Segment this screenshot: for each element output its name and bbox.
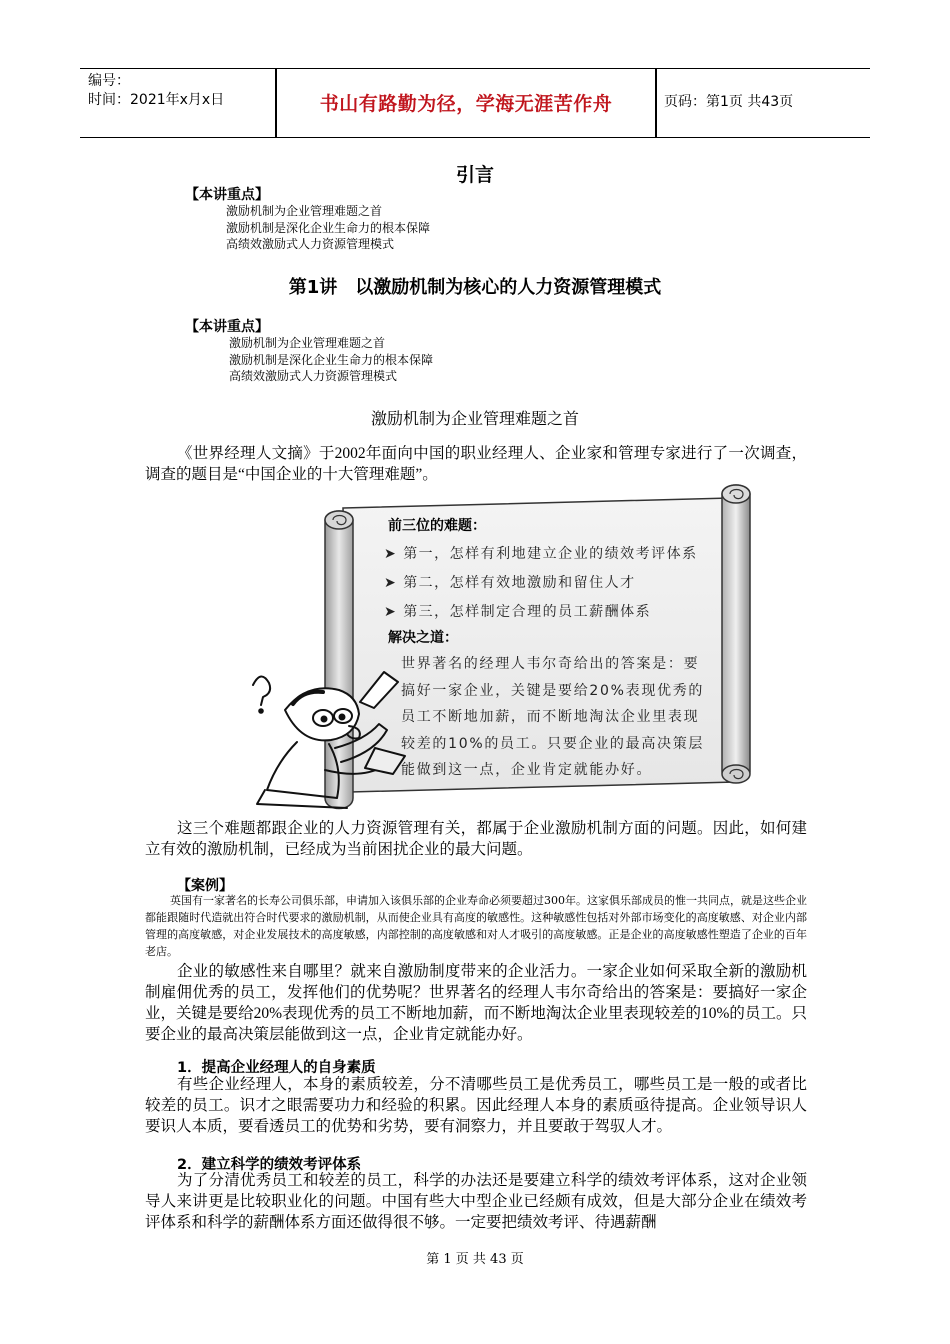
- arrow-bullet-icon: ➤: [384, 575, 404, 591]
- key-point: 高绩效激励式人力资源管理模式: [229, 369, 398, 383]
- solution-text: 世界著名的经理人韦尔奇给出的答案是：要 搞好一家企业，关键是要给20%表现优秀的 员工不断地加薪，而不断地淘汰企业里表现 较差的10%的员工。只要企业的最高决策层 能做到这一点，企业肯定就能办好。: [401, 656, 705, 778]
- arrow-bullet-icon: ➤: [384, 546, 404, 562]
- case-text: 英国有一家著名的长寿公司俱乐部，申请加入该俱乐部的企业寿命必须要超过300年。这家俱乐部成员的惟一共同点，就是这些企业都能跟随时代造就出符合时代要求的激励机制，从而使企业具有高度的敏感性。这种敏感性包括对外部市场变化的高度敏感、对企业内部管理的高度敏感，对企业发展技术的高度敏感，内部控制的高度敏感和对人才吸引的高度敏感。正是企业的高度敏感性塑造了企业的百年老店。: [145, 894, 807, 958]
- case-tag: 【案例】: [177, 878, 233, 894]
- key-point: 激励机制是深化企业生命力的根本保障: [229, 352, 434, 367]
- intro-key-points: [226, 203, 430, 253]
- section-title: 激励机制为企业管理难题之首: [370, 409, 579, 428]
- scroll-content: [384, 515, 748, 784]
- intro-title: 引言: [455, 164, 494, 186]
- page-footer: 第 1 页 共 43 页: [426, 1252, 524, 1267]
- header-motto: 书山有路勤为径，学海无涯苦作舟: [319, 92, 613, 115]
- doc-number-label: 编号：: [88, 73, 130, 89]
- intro-key-tag: 【本讲重点】: [185, 187, 269, 203]
- paragraph: 这三个难题都跟企业的人力资源管理有关，都属于企业激励机制方面的问题。因此，如何建立有效的激励机制，已经成为当前困扰企业的最大问题。: [145, 820, 807, 858]
- key-point: 激励机制是深化企业生命力的根本保障: [226, 220, 431, 235]
- scroll-item: ➤ 第一，怎样有利地建立企业的绩效考评体系: [384, 546, 698, 562]
- header-divider: [655, 68, 657, 137]
- lecture-key-tag: 【本讲重点】: [185, 319, 269, 335]
- key-point: 高绩效激励式人力资源管理模式: [226, 237, 395, 251]
- scroll-item: ➤ 第三，怎样制定合理的员工薪酬体系: [384, 604, 652, 620]
- subheading: 2．建立科学的绩效考评体系: [177, 1157, 362, 1173]
- page-indicator: 页码：第1页 共43页: [664, 94, 794, 110]
- doc-time-label: 时间：2021年x月x日: [88, 92, 225, 108]
- lecture-title: 第1讲 以激励机制为核心的人力资源管理模式: [288, 277, 662, 298]
- paragraph: 《世界经理人文摘》于2002年面向中国的职业经理人、企业家和管理专家进行了一次调查，调查的题目是“中国企业的十大管理难题”。: [145, 445, 807, 483]
- paragraph: 企业的敏感性来自哪里？就来自激励制度带来的企业活力。一家企业如何采取全新的激励机制雇佣优秀的员工，发挥他们的优势呢？世界著名的经理人韦尔奇给出的答案是：要搞好一家企业，关键是要给20%表现优秀的员工不断地加薪，而不断地淘汰企业里表现较差的10%的员工。只要企业的最高决策层能做到这一点，企业肯定就能办好。: [145, 963, 807, 1043]
- scroll-item: ➤ 第二，怎样有效地激励和留住人才: [384, 575, 636, 591]
- subheading: 1．提高企业经理人的自身素质: [177, 1060, 376, 1076]
- scroll-heading: 前三位的难题：: [388, 518, 486, 534]
- paragraph: 为了分清优秀员工和较差的员工，科学的办法还是要建立科学的绩效考评体系，这对企业领导人来讲更是比较职业化的问题。中国有些大中型企业已经颇有成效，但是大部分企业在绩效考评体系和科学的薪酬体系方面还做得很不够。一定要把绩效考评、待遇薪酬: [145, 1172, 807, 1231]
- lecture-key-points: [229, 335, 433, 385]
- key-point: 激励机制为企业管理难题之首: [226, 204, 383, 218]
- arrow-bullet-icon: ➤: [384, 604, 404, 620]
- solution-heading: 解决之道：: [388, 630, 458, 646]
- key-point: 激励机制为企业管理难题之首: [229, 336, 386, 350]
- paragraph: 有些企业经理人，本身的素质较差，分不清哪些员工是优秀员工，哪些员工是一般的或者比较差的员工。识才之眼需要功力和经验的积累。因此经理人本身的素质亟待提高。企业领导识人要识人本质，要看透员工的优势和劣势，要有洞察力，并且要敢于驾驭人才。: [145, 1076, 807, 1135]
